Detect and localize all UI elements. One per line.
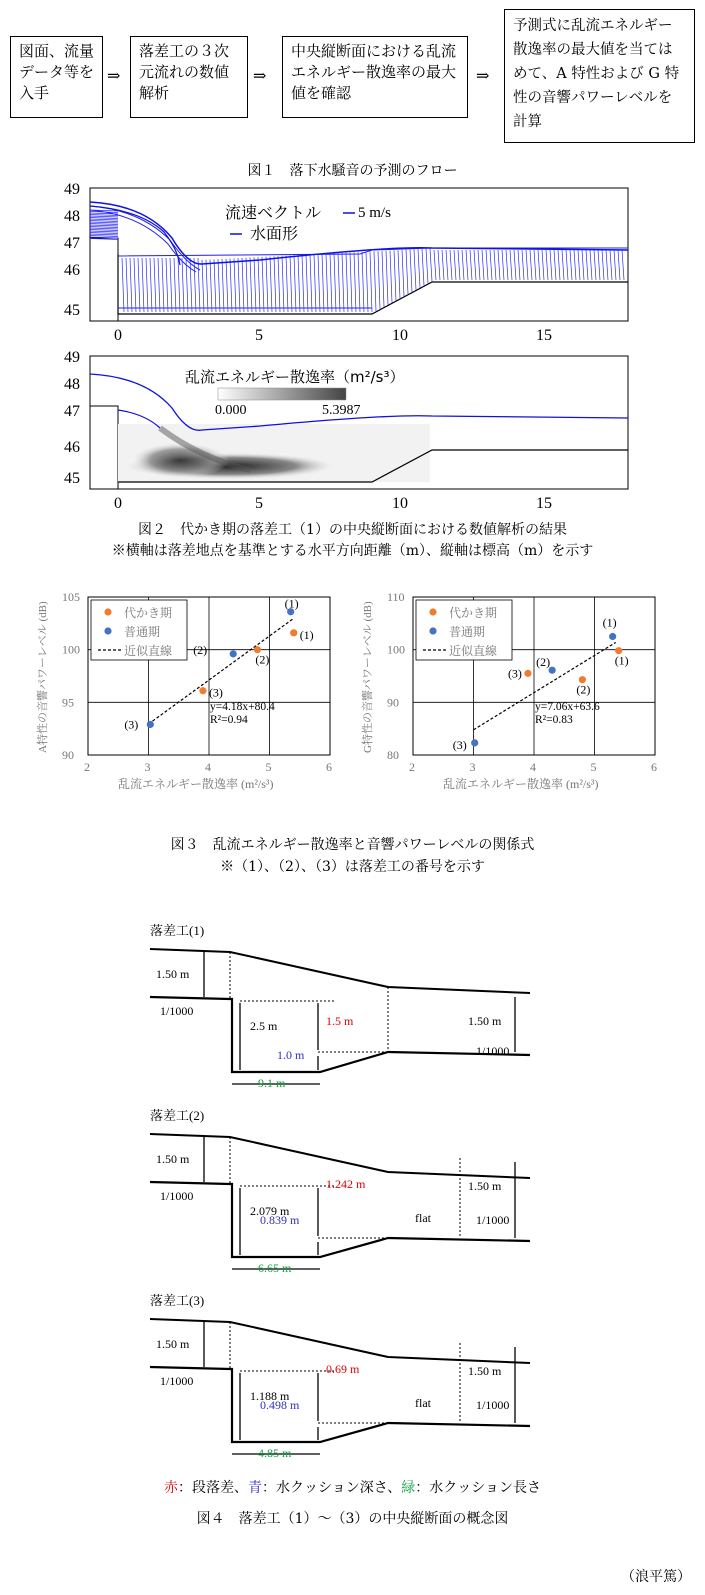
basin-depth-label: 1.188 m [250,1389,290,1403]
downstream-depth-label: 1.50 m [468,1014,502,1028]
fig2a-ytick-49: 49 [64,181,80,198]
fit-equation: y=4.18x+80.4 [210,701,275,713]
colorbar-title: 乱流エネルギー散逸率（m²/s³） [185,368,405,386]
fig2b-xtick-10: 10 [392,495,408,512]
flow-box-3 [282,36,468,118]
upstream-depth-label: 1.50 m [156,1337,190,1351]
point-label: (2) [536,655,551,670]
legend-futsu-label: 普通期 [449,625,486,639]
fig2a-ytick-46: 46 [64,262,80,279]
upstream-depth-label: 1.50 m [156,1152,190,1166]
colorbar-min: 0.000 [215,403,247,418]
point-label: (2) [576,682,591,697]
x-tick-label: 5 [265,760,272,774]
fig2b-ytick-48: 48 [64,376,80,393]
legend-green-text: ：水クッション長さ [415,1480,541,1496]
fig2-legend-vector-scale: 5 m/s [358,205,391,221]
cushion-depth-label: 1.0 m [277,1048,305,1062]
y-tick-label: 90 [387,695,399,710]
futsu-point [609,633,616,640]
legend-shirokaki-marker [429,608,436,615]
downstream-slope-label: 1/1000 [476,1398,510,1412]
x-axis-label: 乱流エネルギー散逸率 (m²/s³) [443,777,599,791]
fig3-caption-2: ※（1）、（2）、（3）は落差工の番号を示す [220,859,485,875]
point-label: (3) [507,666,522,681]
fig2a-xtick-15: 15 [536,327,552,344]
fig2-legend-vector: 流速ベクトル [225,203,322,222]
water-surface [150,1319,530,1363]
flow-box-2 [130,36,248,118]
x-tick-label: 6 [651,760,657,774]
point-label: (1) [602,615,617,630]
legend-green: 緑 [401,1480,416,1496]
x-tick-label: 6 [326,760,332,774]
fig2b-xtick-15: 15 [536,495,552,512]
legend-shirokaki-marker [104,608,111,615]
colorbar [218,388,346,400]
fit-r2: R²=0.94 [210,714,248,726]
point-label: (3) [124,717,139,732]
flow-arrow-2: ⇒ [253,66,267,85]
cushion-length-label: 4.85 m [258,1446,292,1460]
downstream-depth-label: 1.50 m [468,1179,502,1193]
panel-title: 落差工(3) [150,1293,205,1308]
flat-label: flat [415,1211,431,1225]
x-tick-label: 2 [409,760,415,774]
water-surface [150,1134,530,1178]
fig2-caption-1: 図２ 代かき期の落差工（1）の中央縦断面における数値解析の結果 [138,522,567,538]
fig3-chart-g [355,585,665,805]
legend-futsu-label: 普通期 [124,625,161,639]
fig2b-xtick-5: 5 [255,495,263,512]
legend-red: 赤 [164,1480,179,1496]
legend-shirokaki-label: 代かき期 [449,606,498,620]
point-label: (1) [614,653,629,668]
legend-fit-label: 近似直線 [449,644,498,658]
legend-futsu-marker [429,627,436,634]
upstream-slope-label: 1/1000 [160,1374,194,1388]
fig1-caption: 図１ 落下水騒音の予測のフロー [247,163,458,179]
flat-label: flat [415,1396,431,1410]
fig2b-ytick-49: 49 [64,349,80,366]
upstream-slope-label: 1/1000 [160,1004,194,1018]
drop-height-label: 1.5 m [326,1014,354,1028]
fig2b-ytick-47: 47 [64,403,80,420]
flow-box-2-text: 落差工の３次元流れの数値解析 [139,42,230,102]
y-axis-label: A特性の音響パワーレベル (dB) [37,601,49,753]
y-tick-label: 90 [62,748,74,762]
x-tick-label: 3 [469,760,476,774]
cushion-length-label: 9.1 m [258,1076,286,1090]
fig2a-ytick-48: 48 [64,208,80,225]
channel-bed [150,997,530,1072]
y-tick-label: 100 [62,642,80,657]
x-tick-label: 5 [590,760,597,774]
panel-title: 落差工(2) [150,1108,205,1123]
point-label: (3) [452,737,467,752]
fig2a-xtick-5: 5 [255,327,263,344]
colorbar-max: 5.3987 [322,403,361,418]
fig2b-ytick-45: 45 [64,470,80,487]
fig2b-xtick-0: 0 [114,495,122,512]
x-tick-label: 2 [84,760,90,774]
x-axis-label: 乱流エネルギー散逸率 (m²/s³) [118,777,274,791]
downstream-slope-label: 1/1000 [476,1044,510,1058]
basin-depth-label: 2.079 m [250,1204,290,1218]
downstream-slope-label: 1/1000 [476,1213,510,1227]
x-tick-label: 4 [205,760,211,774]
flow-box-3-text: 中央縦断面における乱流エネルギー散逸率の最大値を確認 [291,42,457,102]
flow-arrow-3: ⇒ [476,66,490,85]
legend-shirokaki-label: 代かき期 [124,606,173,620]
x-tick-label: 3 [144,760,151,774]
futsu-point [230,650,237,657]
flow-arrow-1: ⇒ [107,66,121,85]
shirokaki-point [199,687,206,694]
author: （浪平篤） [621,1569,691,1585]
basin-depth-label: 2.5 m [250,1019,278,1033]
drop-structure-2 [150,1108,530,1275]
upstream-slope-label: 1/1000 [160,1189,194,1203]
drop-height-label: 0.69 m [326,1362,360,1376]
fig2a-xtick-0: 0 [114,327,122,344]
y-tick-label: 110 [387,590,405,604]
fig2-dissipation-plot [60,348,640,516]
y-tick-label: 95 [62,695,74,710]
point-label: (3) [208,685,223,700]
fig4-legend [0,1477,705,1497]
x-tick-label: 4 [530,760,536,774]
legend-red-text: ：段落差、 [178,1480,249,1496]
futsu-point [147,721,154,728]
legend-futsu-marker [104,627,111,634]
fig4-caption: 図４ 落差工（1）～（3）の中央縦断面の概念図 [196,1511,509,1527]
futsu-point [471,739,478,746]
channel-bed [150,1182,530,1257]
y-tick-label: 80 [387,748,399,762]
flow-box-1-text: 図面、流量データ等を入手 [19,42,95,102]
cushion-length-label: 6.65 m [258,1261,292,1275]
fig2a-ytick-45: 45 [64,302,80,319]
shirokaki-point [524,670,531,677]
point-label: (1) [299,627,314,642]
fig3-chart-a [30,585,340,805]
flow-box-4 [504,9,695,143]
flow-box-1 [10,36,103,118]
fig2a-ytick-47: 47 [64,235,80,252]
shirokaki-point [290,629,297,636]
legend-blue-text: ：水クッション深さ、 [262,1480,402,1496]
fig3-caption-1: 図３ 乱流エネルギー散逸率と音響パワーレベルの関係式 [170,837,535,853]
cushion-depth-label: 0.498 m [260,1398,300,1412]
fig2a-xtick-10: 10 [392,327,408,344]
drop-structure-3 [150,1293,530,1460]
downstream-depth-label: 1.50 m [468,1364,502,1378]
flow-box-4-text: 予測式に乱流エネルギー散逸率の最大値を当てはめて、A 特性および G 特性の音響パワーレベルを計算 [513,18,680,130]
fig2b-ytick-46: 46 [64,439,80,456]
upstream-depth-label: 1.50 m [156,967,190,981]
point-label: (2) [255,652,270,667]
fit-r2: R²=0.83 [535,714,573,726]
channel-bed [150,1367,530,1442]
point-label: (2) [193,642,208,657]
fig2-caption-2: ※横軸は落差地点を基準とする水平方向距離（m）、縦軸は標高（m）を示す [111,543,594,559]
drop-height-label: 1.242 m [326,1177,366,1191]
point-label: (1) [284,596,299,611]
fig4-diagram [140,915,560,1460]
y-tick-label: 100 [387,642,405,657]
cushion-depth-label: 0.839 m [260,1213,300,1227]
drop-structure-1 [150,923,530,1090]
fit-equation: y=7.06x+63.6 [535,701,600,713]
legend-fit-label: 近似直線 [124,644,173,658]
y-axis-label: G特性の音響パワーレベル (dB) [362,601,374,753]
fig2-legend-surface: 水面形 [250,224,299,243]
panel-title: 落差工(1) [150,923,205,938]
water-surface [150,949,530,993]
fig2-velocity-plot [60,180,640,345]
legend-blue: 青 [248,1480,263,1496]
y-tick-label: 105 [62,590,80,604]
